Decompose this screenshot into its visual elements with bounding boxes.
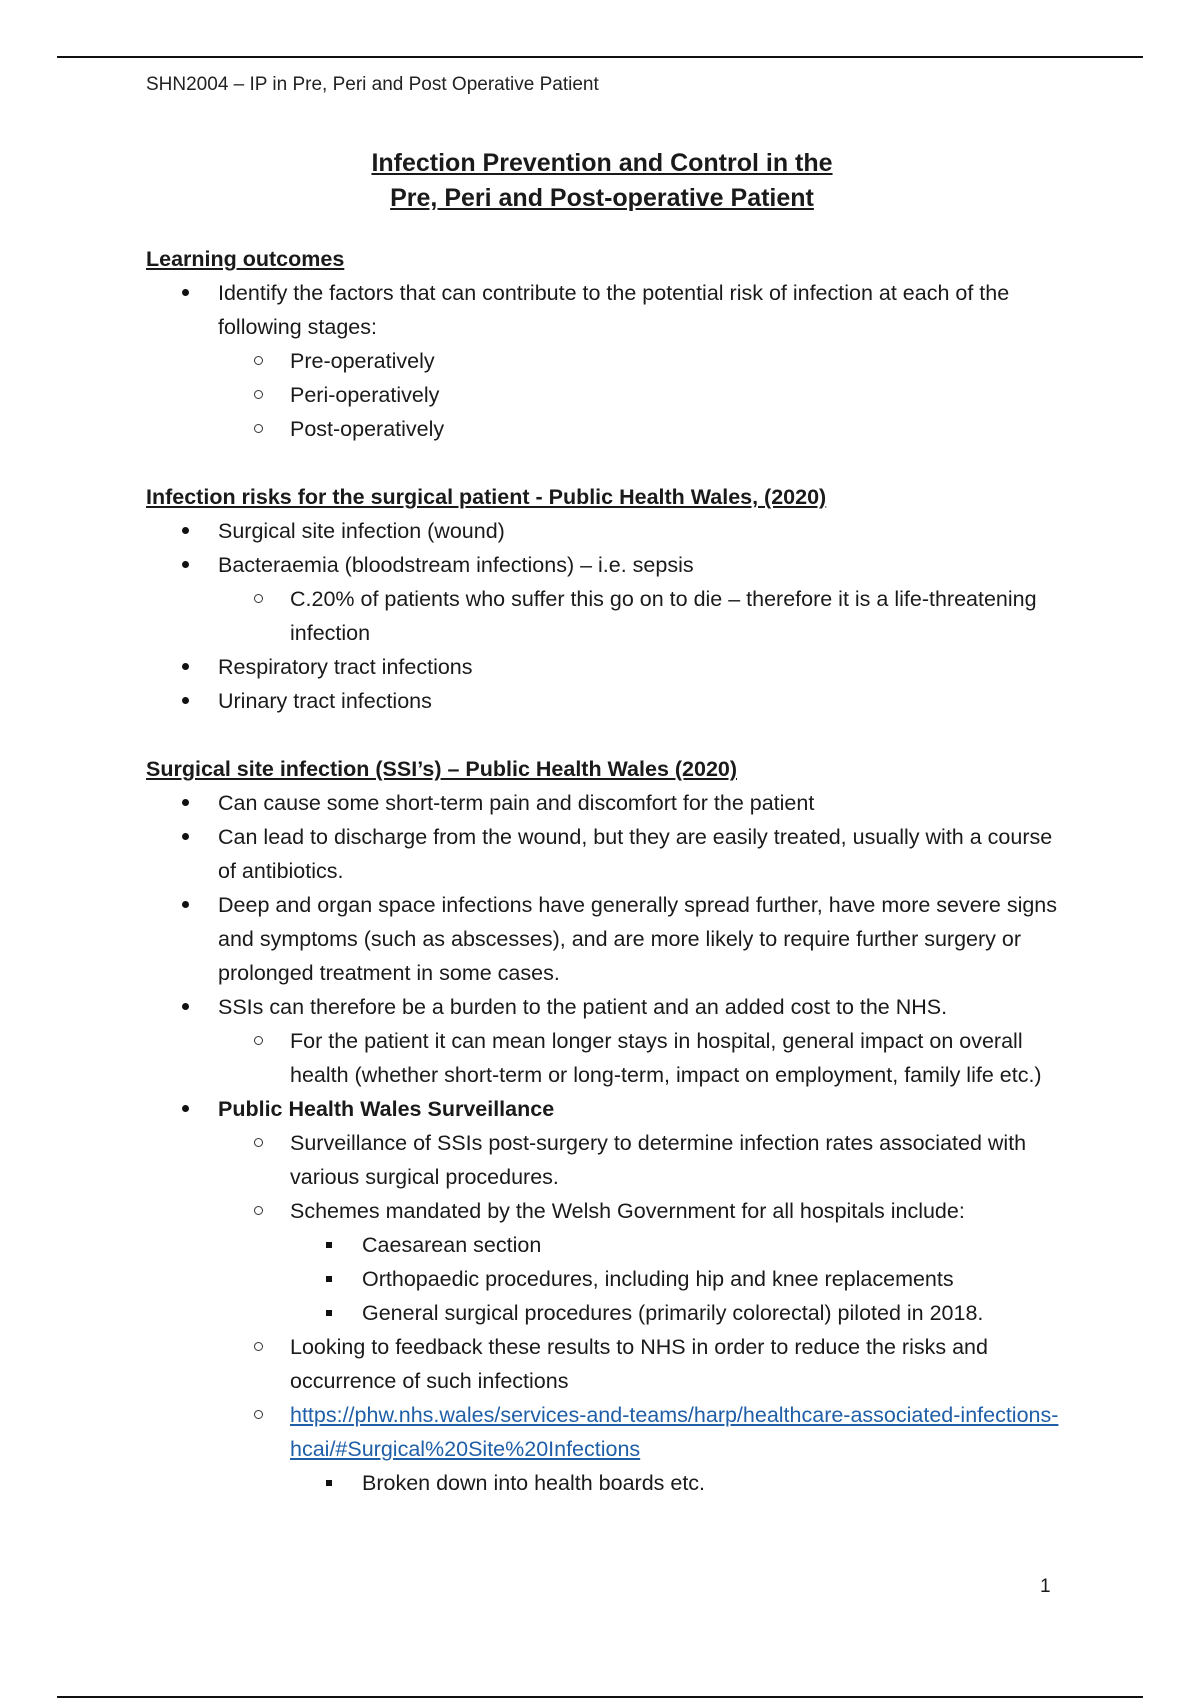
list-item: Surgical site infection (wound) [146, 514, 1066, 548]
circle-bullet-icon [254, 378, 263, 412]
bullet-icon [182, 548, 189, 582]
list-item [146, 1092, 1066, 1126]
square-bullet-icon [326, 1262, 332, 1296]
list-item: Looking to feedback these results to NHS in order to reduce the risks and occurrence of such infections [146, 1330, 1066, 1398]
bullet-icon [182, 514, 189, 548]
learning-outcomes-list [146, 276, 1066, 446]
list-item: Can cause some short-term pain and discomfort for the patient [146, 786, 1066, 820]
header-rule [57, 56, 1143, 58]
circle-bullet-icon [254, 1194, 263, 1228]
surveillance-label: Public Health Wales Surveillance [218, 1097, 555, 1121]
phw-surveillance-link[interactable]: https://phw.nhs.wales/services-and-teams/harp/healthcare-associated-infections-hcai/#Surgical%20Site%20Infections [290, 1403, 1059, 1461]
bullet-icon [182, 650, 189, 684]
square-bullet-icon [326, 1228, 332, 1262]
list-item: Peri-operatively [146, 378, 1066, 412]
bullet-icon [182, 276, 189, 310]
infection-risks-list [146, 514, 1066, 718]
ssi-heading: Surgical site infection (SSI’s) – Public Health Wales (2020) [146, 757, 738, 781]
footer-rule [57, 1696, 1143, 1698]
circle-bullet-icon [254, 582, 263, 616]
list-item: Caesarean section [146, 1228, 1066, 1262]
list-item: Respiratory tract infections [146, 650, 1066, 684]
title-line-1: Infection Prevention and Control in the [371, 149, 833, 177]
document-title [146, 146, 1058, 216]
list-item: Deep and organ space infections have generally spread further, have more severe signs and symptoms (such as abscesses), and are more likely to require further surgery or prolonged treatment in some cases. [146, 888, 1066, 990]
list-item: SSIs can therefore be a burden to the patient and an added cost to the NHS. [146, 990, 1066, 1024]
list-item: Can lead to discharge from the wound, but they are easily treated, usually with a course of antibiotics. [146, 820, 1066, 888]
square-bullet-icon [326, 1296, 332, 1330]
bullet-icon [182, 820, 189, 854]
circle-bullet-icon [254, 1024, 263, 1058]
list-item: Post-operatively [146, 412, 1066, 446]
list-item: Orthopaedic procedures, including hip and knee replacements [146, 1262, 1066, 1296]
circle-bullet-icon [254, 412, 263, 446]
bullet-icon [182, 888, 189, 922]
learning-outcomes-heading: Learning outcomes [146, 247, 345, 271]
list-item: Pre-operatively [146, 344, 1066, 378]
page-number: 1 [1040, 1576, 1051, 1597]
circle-bullet-icon [254, 1398, 263, 1432]
title-line-2: Pre, Peri and Post-operative Patient [390, 184, 814, 212]
list-item: Urinary tract infections [146, 684, 1066, 718]
circle-bullet-icon [254, 1126, 263, 1160]
bullet-icon [182, 1092, 189, 1126]
list-item: General surgical procedures (primarily colorectal) piloted in 2018. [146, 1296, 1066, 1330]
list-item: Schemes mandated by the Welsh Government for all hospitals include: [146, 1194, 1066, 1228]
circle-bullet-icon [254, 1330, 263, 1364]
bullet-icon [182, 684, 189, 718]
list-item: Bacteraemia (bloodstream infections) – i.e. sepsis [146, 548, 1066, 582]
square-bullet-icon [326, 1466, 332, 1500]
list-item: For the patient it can mean longer stays in hospital, general impact on overall health (whether short-term or long-term, impact on employment, family life etc.) [146, 1024, 1066, 1092]
list-item: Broken down into health boards etc. [146, 1466, 1066, 1500]
list-item: Surveillance of SSIs post-surgery to determine infection rates associated with various surgical procedures. [146, 1126, 1066, 1194]
circle-bullet-icon [254, 344, 263, 378]
running-header: SHN2004 – IP in Pre, Peri and Post Operative Patient [146, 74, 599, 95]
bullet-icon [182, 786, 189, 820]
bullet-icon [182, 990, 189, 1024]
list-item: C.20% of patients who suffer this go on to die – therefore it is a life-threatening infection [146, 582, 1066, 650]
list-item: Identify the factors that can contribute to the potential risk of infection at each of the following stages: [146, 276, 1066, 344]
list-item [146, 1398, 1066, 1466]
document-body [146, 242, 1066, 1500]
infection-risks-heading: Infection risks for the surgical patient - Public Health Wales, (2020) [146, 485, 827, 509]
ssi-list [146, 786, 1066, 1500]
